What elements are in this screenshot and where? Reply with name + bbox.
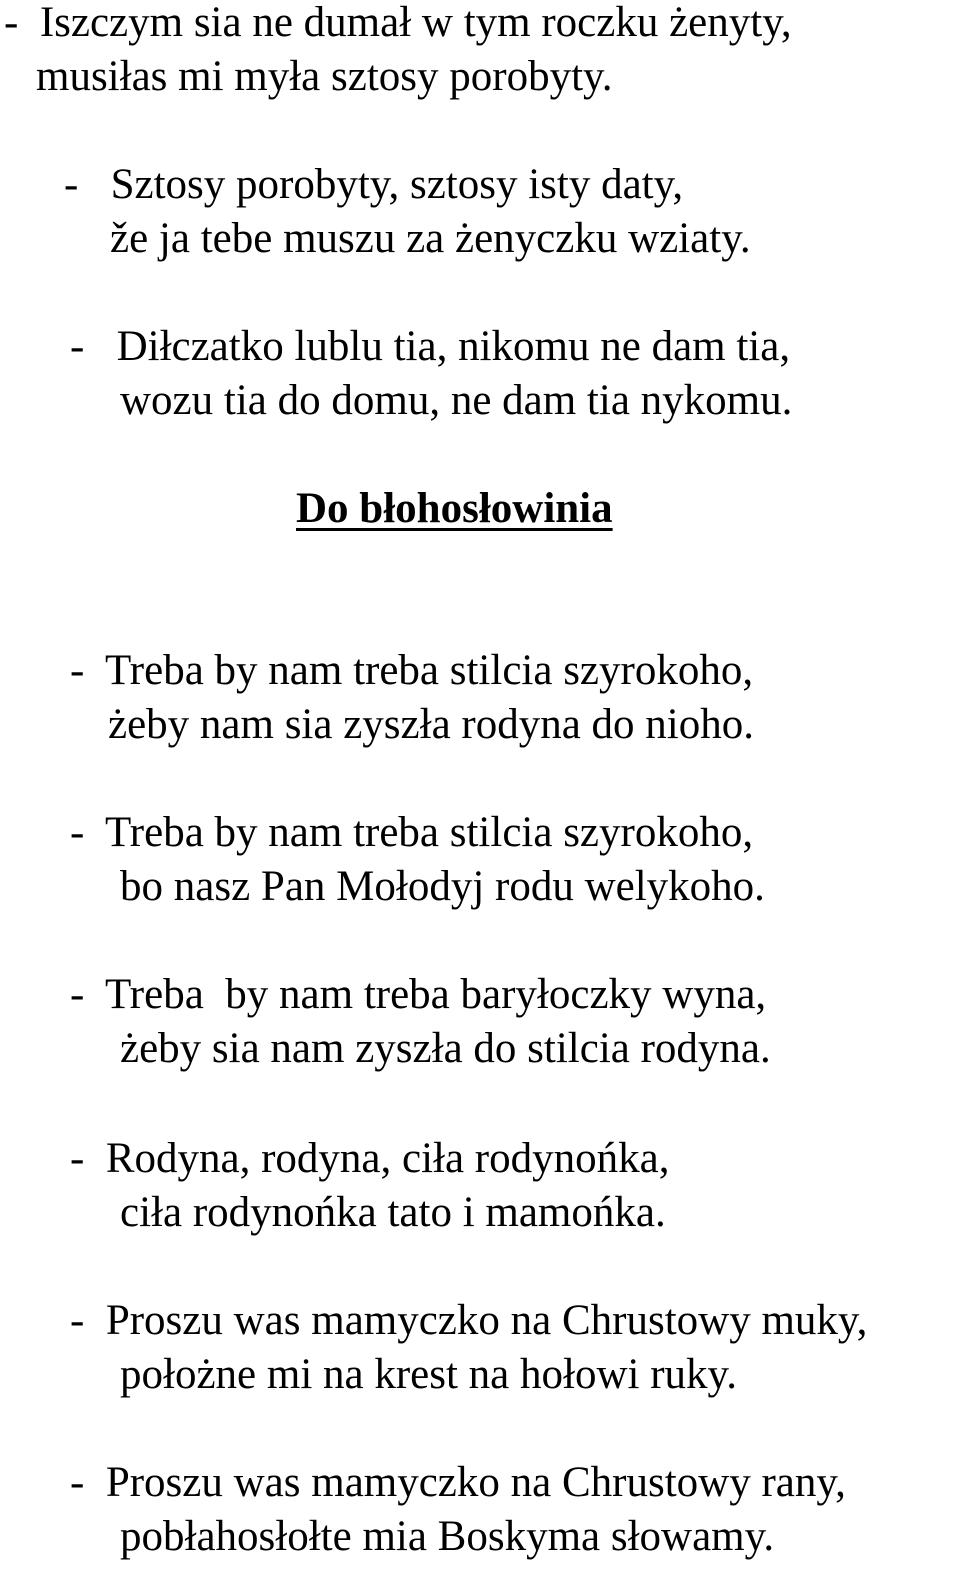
stanza-8-line-1: - Proszu was mamyczko na Chrustowy muky,	[70, 1297, 868, 1344]
stanza-6-line-2: żeby sia nam zyszła do stilcia rodyna.	[120, 1025, 771, 1072]
stanza-9-line-2: pobłahosłołte mia Boskyma słowamy.	[120, 1513, 775, 1560]
stanza-2-line-2: že ja tebe muszu za żenyczku wziaty.	[110, 215, 751, 262]
stanza-1-line-1: - Iszczym sia ne dumał w tym roczku żenyty,	[4, 0, 792, 46]
stanza-5-line-1: - Treba by nam treba stilcia szyrokoho,	[70, 809, 754, 856]
stanza-7-line-2: ciła rodynońka tato i mamońka.	[120, 1189, 666, 1236]
section-heading: Do błohosłowinia	[296, 485, 613, 532]
stanza-8-line-2: położne mi na krest na hołowi ruky.	[120, 1351, 737, 1398]
stanza-4-line-1: - Treba by nam treba stilcia szyrokoho,	[70, 647, 754, 694]
stanza-3-line-2: wozu tia do domu, ne dam tia nykomu.	[120, 377, 793, 424]
stanza-2-line-1: - Sztosy porobyty, sztosy isty daty,	[64, 161, 684, 208]
stanza-6-line-1: - Treba by nam treba baryłoczky wyna,	[70, 971, 767, 1018]
stanza-3-line-1: - Diłczatko lublu tia, nikomu ne dam tia,	[70, 323, 791, 370]
stanza-4-line-2: żeby nam sia zyszła rodyna do nioho.	[108, 701, 755, 748]
stanza-5-line-2: bo nasz Pan Mołodyj rodu welykoho.	[120, 863, 765, 910]
stanza-7-line-1: - Rodyna, rodyna, ciła rodynońka,	[70, 1135, 670, 1182]
stanza-9-line-1: - Proszu was mamyczko na Chrustowy rany,	[70, 1459, 846, 1506]
stanza-1-line-2: musiłas mi myła sztosy porobyty.	[36, 53, 613, 100]
